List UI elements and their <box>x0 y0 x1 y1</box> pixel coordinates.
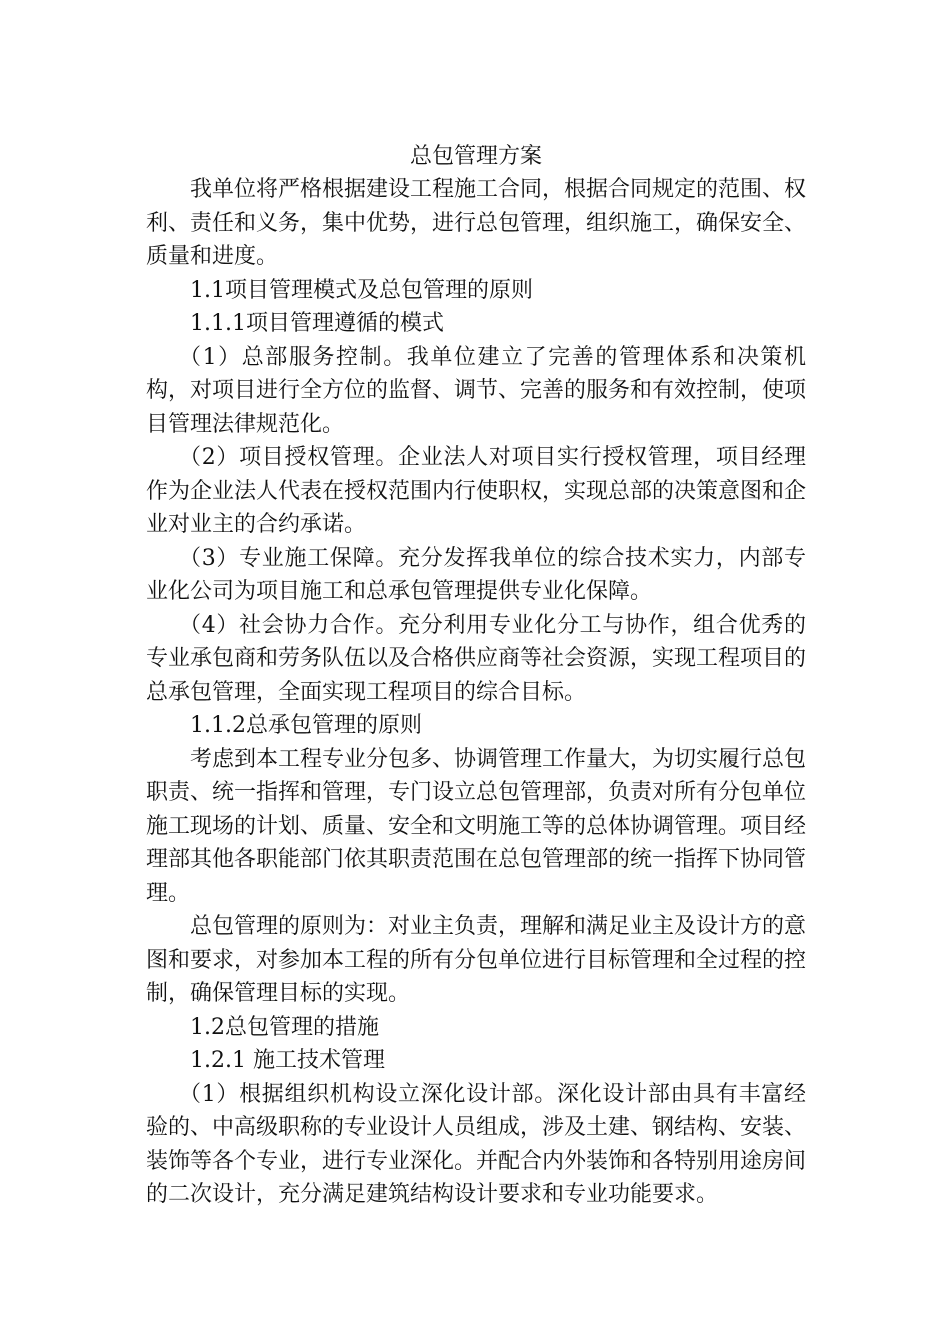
document-page <box>146 140 806 1212</box>
paragraph-intro: 我单位将严格根据建设工程施工合同，根据合同规定的范围、权利、责任和义务，集中优势，进行总包管理，组织施工，确保安全、质量和进度。 <box>146 177 807 269</box>
heading-1-2-1: 1.2.1 施工技术管理 <box>190 1048 385 1073</box>
heading-1-1: 1.1项目管理模式及总包管理的原则 <box>190 277 533 303</box>
list-item-3: （3）专业施工保障。充分发挥我单位的综合技术实力，内部专业化公司为项目施工和总承包管理提供专业化保障。 <box>146 545 806 604</box>
heading-1-1-2: 1.1.2总承包管理的原则 <box>190 713 422 738</box>
list-item-design: （1）根据组织机构设立深化设计部。深化设计部由具有丰富经验的、中高级职称的专业设计人员组成，涉及土建、钢结构、安装、装饰等各个专业，进行专业深化。并配合内外装饰和各特别用途房间的二次设计，充分满足建筑结构设计要求和专业功能要求。 <box>146 1081 807 1207</box>
paragraph-coordination: 考虑到本工程专业分包多、协调管理工作量大，为切实履行总包职责、统一指挥和管理，专门设立总包管理部，负责对所有分包单位施工现场的计划、质量、安全和文明施工等的总体协调管理。项目经理部其他各职能部门依其职责范围在总包管理部的统一指挥下协同管理。 <box>146 746 807 906</box>
heading-1-2: 1.2总包管理的措施 <box>190 1014 379 1040</box>
list-item-1: （1）总部服务控制。我单位建立了完善的管理体系和决策机构，对项目进行全方位的监督、调节、完善的服务和有效控制，使项目管理法律规范化。 <box>146 344 807 437</box>
list-item-2: （2）项目授权管理。企业法人对项目实行授权管理，项目经理作为企业法人代表在授权范围内行使职权，实现总部的决策意图和企业对业主的合约承诺。 <box>146 445 807 537</box>
heading-1-1-1: 1.1.1项目管理遵循的模式 <box>190 311 444 336</box>
document-title: 总包管理方案 <box>409 144 542 169</box>
paragraph-principles: 总包管理的原则为：对业主负责，理解和满足业主及设计方的意图和要求，对参加本工程的所有分包单位进行目标管理和全过程的控制，确保管理目标的实现。 <box>146 914 807 1006</box>
list-item-4: （4）社会协力合作。充分利用专业化分工与协作，组合优秀的专业承包商和劳务队伍以及合格供应商等社会资源，实现工程项目的总承包管理，全面实现工程项目的综合目标。 <box>146 612 807 705</box>
